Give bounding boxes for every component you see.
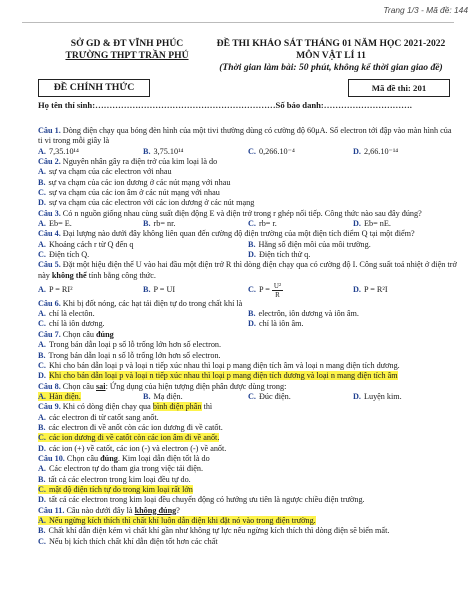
option-d[interactable]: D. Khi cho bán dẫn loại p và loại n tiếp xúc nhau thì loại p mang điện tích dương và loại n mang điện tích âm	[38, 371, 398, 381]
highlighted-answer: mật độ điện tích tự do trong kim loại rất lớn	[48, 484, 193, 494]
option-b[interactable]: B. 3,75.10¹⁴	[143, 146, 184, 156]
question-emphasis: đúng	[96, 329, 114, 339]
exam-subject: MÔN VẬT LÍ 11	[296, 50, 366, 61]
question-number: Câu 9.	[38, 402, 61, 412]
option-a[interactable]: A. Khoảng cách r từ Q đến q	[38, 239, 134, 249]
exam-code-box: Mã đề thi: 201	[348, 79, 450, 97]
exam-duration: (Thời gian làm bài: 50 phút, không kể thời gian giao đề)	[219, 62, 443, 73]
question-text: Khi có dòng điện chạy qua	[62, 402, 151, 412]
option-a[interactable]: A. P = RI²	[38, 285, 73, 295]
option-b[interactable]: B. P = UI	[143, 285, 176, 295]
option-a[interactable]: A. Eb= E.	[38, 219, 72, 229]
student-id-label: Số báo danh:………………………….	[275, 100, 412, 110]
question-4-options-row2	[38, 250, 458, 260]
question-number: Câu 1.	[38, 126, 61, 135]
question-text: Đại lượng nào dưới đây không liên quan đến cường độ điện trường của một điện tích điểm Q tại một điểm?	[62, 229, 415, 239]
highlighted-term: bình điện phân	[152, 402, 202, 412]
question-text: Dòng điện chạy qua bóng đèn hình của một tivi thường dùng có cường độ 60μA. Số electron tới đập vào màn hình của ti vi trong mỗi giây là	[38, 126, 452, 146]
highlighted-answer: Hàn điện.	[48, 391, 81, 401]
power-fraction: $\frac{\text{U²}}{R}$	[273, 281, 282, 299]
option-d[interactable]: D. 2,66.10⁻¹⁴	[353, 146, 399, 156]
option-d[interactable]: D. tất cả các electron trong kim loại đều chuyển động có hướng ưu tiên là ngược chiều điện trường.	[38, 495, 365, 505]
question-text-end: : Ứng dụng của hiện tượng điện phân được dùng trong:	[105, 381, 287, 391]
option-a[interactable]: A. Các electron tự do tham gia trong việc tải điện.	[38, 464, 204, 474]
question-emphasis: sai	[96, 381, 106, 391]
option-b[interactable]: B. các electron đi về anốt còn các ion dương đi về catốt.	[38, 422, 223, 432]
question-3	[38, 209, 458, 219]
question-text: Câu nào dưới đây là	[66, 505, 133, 515]
highlighted-answer: Nếu ngừng kích thích thì chất khí luôn dẫn điện khi đặt nó vào trong điện trường.	[48, 516, 316, 525]
question-5	[38, 260, 458, 281]
option-c[interactable]: C. rb= r.	[248, 219, 277, 229]
question-text: Đặt một hiệu điện thế U vào hai đầu một điện trở R thì dòng điện chạy qua có cường độ I. Công suất toả nhiệt ở điện trở này	[38, 260, 457, 280]
option-c[interactable]: C. các ion dương đi về catốt còn các ion âm đi về anốt.	[38, 433, 220, 443]
question-8	[38, 382, 458, 392]
question-text-end: . Kim loại dẫn điện tốt là do	[117, 453, 210, 463]
option-a[interactable]: A. Hàn điện.	[38, 391, 81, 401]
option-d[interactable]: D. Luyện kim.	[353, 391, 402, 401]
option-b[interactable]: B. rb= nr.	[143, 219, 176, 229]
question-7	[38, 330, 458, 340]
question-text: Nguyên nhân gây ra điện trở của kim loại là do	[62, 157, 218, 167]
question-text-end: tính bằng công thức.	[88, 270, 156, 280]
option-a[interactable]: A. chỉ là electôn.	[38, 309, 95, 319]
highlighted-answer: các ion dương đi về catốt còn các ion âm đi về anốt.	[48, 433, 220, 443]
option-b[interactable]: B. electrôn, iôn dương và iôn âm.	[248, 309, 359, 319]
question-number: Câu 11.	[38, 505, 65, 515]
highlighted-answer: Khi cho bán dẫn loại p và loại n tiếp xúc nhau thì loại p mang điện tích dương và loại n mang điện tích âm	[48, 371, 398, 381]
student-name-label: Họ tên thí sinh:………………………………………………………	[38, 100, 276, 110]
option-c[interactable]: C. Đúc điện.	[248, 391, 291, 401]
option-c[interactable]: C. Điện tích Q.	[38, 250, 90, 260]
option-a[interactable]: A. Nếu ngừng kích thích thì chất khí luôn dẫn điện khi đặt nó vào trong điện trường.	[38, 516, 316, 525]
issuer-block	[42, 38, 212, 62]
option-b[interactable]: B. tất cả các electron trong kim loại đều tự do.	[38, 474, 191, 484]
question-list	[38, 126, 458, 547]
question-1-options	[38, 147, 458, 157]
question-3-options	[38, 219, 458, 229]
option-a[interactable]: A. Trong bán dẫn loại p số lỗ trống lớn hơn số electron.	[38, 340, 222, 350]
option-c[interactable]: C. Nếu bị kích thích chất khí dẫn điện tốt hơn các chất	[38, 536, 218, 546]
question-number: Câu 5.	[38, 260, 61, 270]
question-8-options	[38, 392, 458, 402]
option-c[interactable]: C. chỉ là iôn dương.	[38, 319, 105, 329]
page-number-tag: Trang 1/3 - Mã đề: 144	[383, 5, 468, 15]
question-10	[38, 454, 458, 464]
option-d[interactable]: D. các ion (+) về catốt, các ion (-) và electron (-) về anốt.	[38, 443, 227, 453]
question-number: Câu 7.	[38, 329, 61, 339]
question-number: Câu 10.	[38, 453, 65, 463]
question-number: Câu 3.	[38, 208, 61, 218]
official-exam-box: ĐỀ CHÍNH THỨC	[38, 79, 150, 97]
question-emphasis: không thể	[51, 270, 87, 280]
option-c[interactable]: C. 0,266.10⁻⁴	[248, 146, 295, 156]
question-5-options	[38, 281, 458, 299]
question-6	[38, 299, 458, 309]
question-text: Khi bị đốt nóng, các hạt tải điện tự do trong chất khí là	[62, 298, 243, 308]
option-b[interactable]: B. Mạ điện.	[143, 391, 183, 401]
option-d[interactable]: D. Eb= nE.	[353, 219, 391, 229]
exam-title-block	[208, 38, 454, 74]
question-number: Câu 6.	[38, 298, 61, 308]
option-d[interactable]: D. P = R²I	[353, 285, 388, 295]
question-number: Câu 2.	[38, 157, 61, 167]
option-c[interactable]: C. mật độ điện tích tự do trong kim loại rất lớn	[38, 484, 193, 494]
option-b[interactable]: B. Hằng số điện môi của môi trường.	[248, 239, 371, 249]
option-a[interactable]: A. sự va chạm của các electron với nhau	[38, 167, 172, 177]
question-text-end: ?	[176, 505, 180, 515]
question-6-options-row2	[38, 319, 458, 329]
question-text: Chọn câu	[62, 381, 94, 391]
question-4-options-row1	[38, 240, 458, 250]
option-a[interactable]: A. 7,35.10¹⁴	[38, 146, 79, 156]
option-b[interactable]: B. sự va chạm của các ion dương ở các nút mạng với nhau	[38, 177, 231, 187]
question-1	[38, 126, 458, 147]
option-c[interactable]: C. sự va chạm của các ion âm ở các nút mạng với nhau	[38, 188, 220, 198]
option-a[interactable]: A. các electron đi từ catốt sang anốt.	[38, 412, 159, 422]
question-text: Chọn câu	[66, 453, 99, 463]
question-4	[38, 229, 458, 239]
question-text-end: thì	[203, 402, 213, 412]
question-11	[38, 506, 458, 516]
question-text: Chọn câu	[62, 329, 94, 339]
question-emphasis: không đúng	[134, 505, 177, 515]
option-c[interactable]: C. P = $\frac{\text{U²}}{R}$	[248, 281, 282, 299]
option-b[interactable]: B. Trong bán dẫn loại n số lỗ trống lớn hơn số electron.	[38, 350, 221, 360]
header-rule	[22, 22, 454, 23]
student-info-line	[38, 100, 458, 110]
option-c[interactable]: C. Khi cho bán dẫn loại p và loại n tiếp xúc nhau thì loại p mang điện tích âm và loại n mang điện tích dương.	[38, 360, 400, 370]
option-d[interactable]: D. chỉ là iôn âm.	[248, 319, 304, 329]
question-text: Có n nguồn giống nhau cùng suất điện động E và điện trở trong r ghép nối tiếp. Công thức nào sau đây đúng?	[62, 208, 422, 218]
question-2	[38, 157, 458, 167]
department-name: SỞ GD & ĐT VĨNH PHÚC	[70, 38, 184, 49]
exam-title: ĐỀ THI KHẢO SÁT THÁNG 01 NĂM HỌC 2021-2022	[216, 38, 446, 49]
option-b[interactable]: B. Chất khí dẫn điện kém vì chất khí gần như không tự lực nếu ngừng kích thích thì dòng điện sẽ biến mất.	[38, 526, 390, 536]
school-name: TRƯỜNG THPT TRẦN PHÚ	[65, 50, 189, 61]
question-9	[38, 402, 458, 412]
question-number: Câu 4.	[38, 229, 61, 239]
option-d[interactable]: D. sự va chạm của các electron với các ion dương ở các nút mạng	[38, 198, 255, 208]
option-d[interactable]: D. Điện tích thử q.	[248, 250, 311, 260]
question-number: Câu 8.	[38, 381, 61, 391]
question-emphasis: đúng	[100, 453, 118, 463]
question-6-options-row1	[38, 309, 458, 319]
